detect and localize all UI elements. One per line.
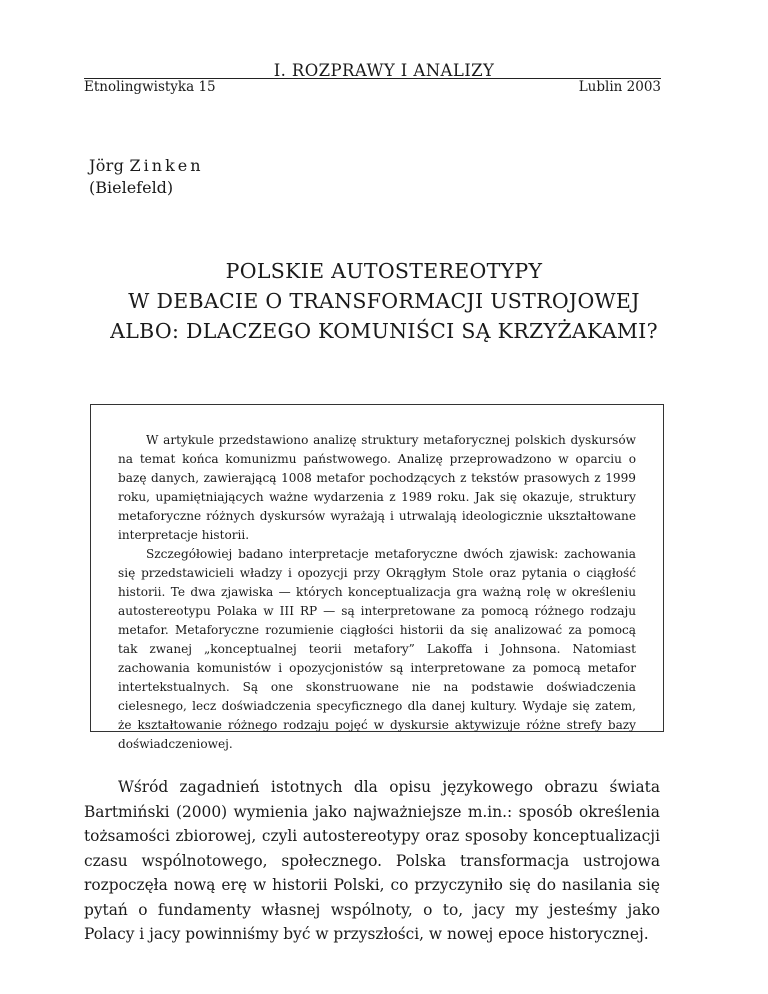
author-affiliation: (Bielefeld)	[89, 178, 174, 197]
title-line: POLSKIE AUTOSTEREOTYPY	[225, 259, 543, 283]
author-name	[89, 156, 204, 175]
title-line: ALBO: DLACZEGO KOMUNIŚCI SĄ KRZYŻAKAMI?	[110, 319, 658, 343]
author-first-name: Jörg	[89, 156, 125, 175]
abstract	[118, 431, 636, 754]
journal-name: Etnolingwistyka 15	[84, 79, 216, 95]
section-heading: I. ROZPRAWY I ANALIZY	[273, 61, 495, 80]
place-year: Lublin 2003	[578, 79, 661, 95]
author-last-name: Zinken	[129, 156, 204, 175]
title-line: W DEBACIE O TRANSFORMACJI USTROJOWEJ	[128, 289, 640, 313]
abstract-paragraph: Szczegółowiej badano interpretacje metaforyczne dwóch zjawisk: zachowania się przedstawicieli władzy i opozycji przy Okrągłym Stole oraz pytania o ciągłość historii. Te dwa zjawiska — których konceptualizacja gra ważną rolę w określeniu autostereotypu Polaka w III RP — są interpretowane za pomocą różnego rodzaju metafor. Metaforyczne rozumienie ciągłości historii da się analizować za pomocą tak zwanej „konceptualnej teorii metafory” Lakoffa i Johnsona. Natomiast zachowania komunistów i opozycjonistów są interpretowane za pomocą metafor intertekstualnych. Są one skonstruowane nie na podstawie doświadczenia cielesnego, lecz doświadczenia specyficznego dla danej kultury. Wydaje się zatem, że kształtowanie różnego rodzaju pojęć w dyskursie aktywizuje różne strefy bazy doświadczeniowej.	[118, 547, 636, 751]
article-title	[0, 256, 768, 346]
body-text	[84, 775, 660, 947]
abstract-paragraph: W artykule przedstawiono analizę struktury metaforycznej polskich dyskursów na temat końca komunizmu państwowego. Analizę przeprowadzono w oparciu o bazę danych, zawierającą 1008 metafor pochodzących z tekstów prasowych z 1999 roku, upamiętniających ważne wydarzenia z 1989 roku. Jak się okazuje, struktury metaforyczne różnych dyskursów wyrażają i utrwalają ideologicznie ukształtowane interpretacje historii.	[118, 433, 636, 542]
body-paragraph: Wśród zagadnień istotnych dla opisu językowego obrazu świata Bartmiński (2000) wymienia jako najważniejsze m.in.: sposób określenia tożsamości zbiorowej, czyli autostereotypy oraz sposoby konceptualizacji czasu wspólnotowego, społecznego. Polska transformacja ustrojowa rozpoczęła nową erę w historii Polski, co przyczyniło się do nasilania się pytań o fundamenty własnej wspólnoty, o to, jacy my jesteśmy jako Polacy i jacy powinniśmy być w przyszłości, w nowej epoce historycznej.	[84, 778, 660, 943]
